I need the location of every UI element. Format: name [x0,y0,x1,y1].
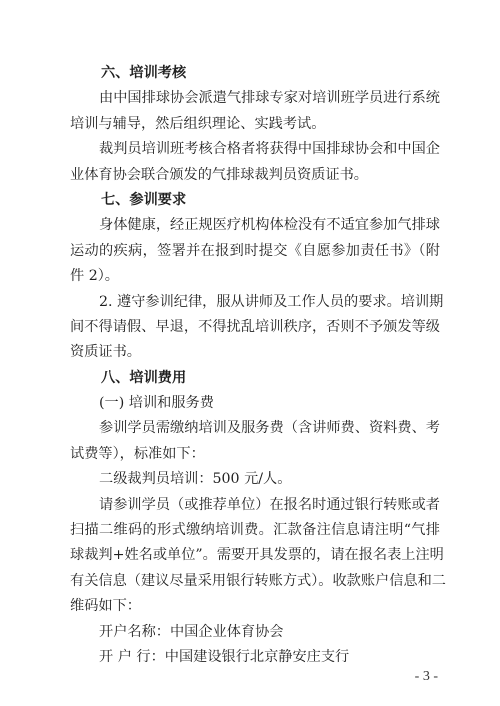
section-heading-training-assessment: 六、培训考核 [101,65,187,81]
paragraph-line: 裁判员培训班考核合格者将获得中国排球协会和中国企 [99,141,440,157]
paragraph-line: 扫描二维码的形式缴纳培训费。汇款备注信息请注明“气排 [70,522,440,538]
paragraph-line: 由中国排球协会派遣气排球专家对培训班学员进行系统 [99,90,440,106]
bank-line: 开 户 行：中国建设银行北京静安庄支行 [99,649,350,665]
paragraph-line: 2. 遵守参训纪律，服从讲师及工作人员的要求。培训期 [99,294,444,310]
paragraph-line: 有关信息（建议尽量采用银行转账方式）。收款账户信息和二 [70,573,446,589]
subsection-heading: (一) 培训和服务费 [99,395,214,411]
paragraph-line: 资质证书。 [70,344,141,360]
paragraph-line: 维码如下： [70,598,141,614]
account-name-line: 开户名称：中国企业体育协会 [99,624,284,640]
paragraph-line: 件 2）。 [70,268,119,284]
section-heading-participation-requirements: 七、参训要求 [101,192,187,208]
paragraph-line: 运动的疾病，签署并在报到时提交《自愿参加责任书》（附 [70,243,440,259]
paragraph-line: 身体健康，经正规医疗机构体检没有不适宜参加气排球 [99,217,440,233]
section-heading-training-fees: 八、培训费用 [101,370,187,386]
paragraph-line: 间不得请假、早退，不得扰乱培训秩序，否则不予颁发等级 [70,319,440,335]
paragraph-line: 球裁判+姓名或单位”。需要开具发票的，请在报名表上注明 [70,547,444,563]
paragraph-line: 请参训学员（或推荐单位）在报名时通过银行转账或者 [99,497,440,513]
paragraph-line: 试费等），标准如下： [70,446,205,462]
page-number: - 3 - [414,669,438,684]
paragraph-line: 业体育协会联合颁发的气排球裁判员资质证书。 [70,167,368,183]
paragraph-line: 培训与辅导，然后组织理论、实践考试。 [70,116,326,132]
paragraph-line: 参训学员需缴纳培训及服务费（含讲师费、资料费、考 [99,420,440,436]
fee-standard-line: 二级裁判员培训：500 元/人。 [99,471,292,487]
